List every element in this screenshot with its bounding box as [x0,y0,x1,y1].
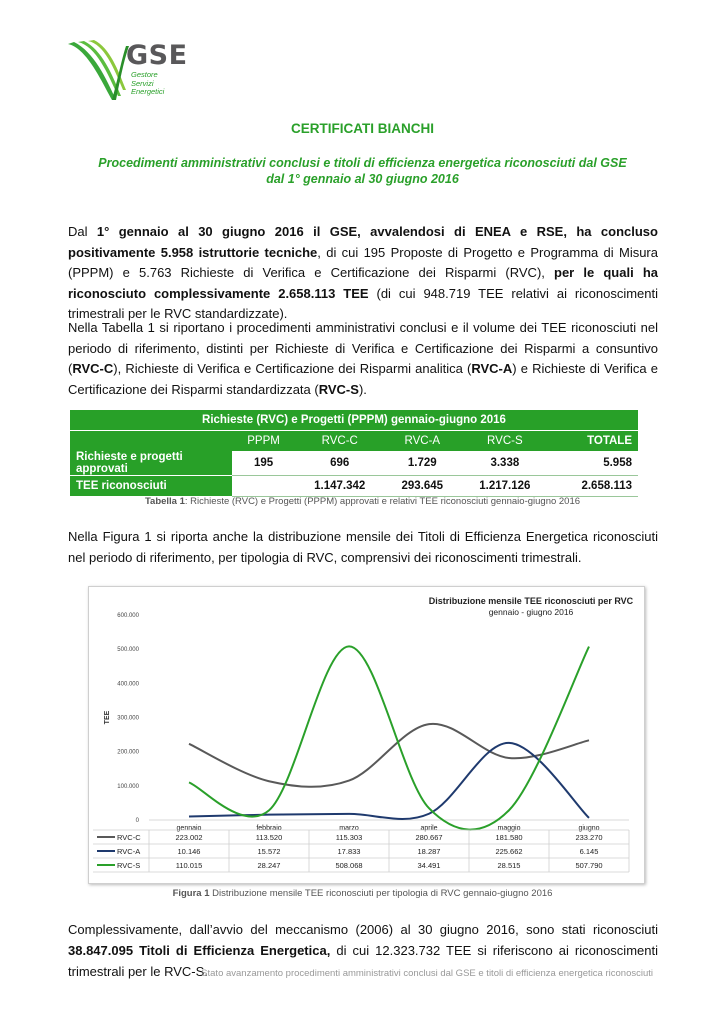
data-label: 28.247 [257,861,281,870]
paragraph-summary: Dal 1° gennaio al 30 giugno 2016 il GSE, avvalendosi di ENEA e RSE, ha concluso positivamente 5.958 istruttorie tecniche, di cui 195 Proposte di Progetto e Programma di Misura (PPPM) e 5.763 Richieste di Verifica e Certificazione dei Risparmi (RVC), per le quali ha riconosciuto complessivamente 2.658.113 TEE (di cui 948.719 TEE relativi ai riconoscimenti trimestrali per le RVC standardizzate). [68,224,659,321]
y-tick-label: 600.000 [117,613,139,619]
data-label: 17.833 [337,847,361,856]
y-tick-label: 500.000 [117,647,139,654]
page-subtitle: Procedimenti amministrativi conclusi e titoli di efficienza energetica riconosciuti dal GSE dal 1° gennaio al 30 giugno 2016 [98,156,627,186]
legend-label: RVC-S [117,861,141,870]
legend-label: RVC-C [117,833,141,842]
y-tick-label: 200.000 [117,749,139,756]
series-line-rvc-s [189,646,589,829]
col-header: RVC-C [295,431,384,452]
page-title: CERTIFICATI BIANCHI [291,121,434,136]
col-header: RVC-A [384,431,460,452]
data-label: 15.572 [257,847,281,856]
data-label: 508.068 [335,861,363,870]
page-footer: Stato avanzamento procedimenti amministrativi conclusi dal GSE e titoli di efficienza energetica riconosciuti [201,968,653,979]
chart-svg [89,587,644,883]
table-caption: Tabella 1: Richieste (RVC) e Progetti (PPPM) approvati e relativi TEE riconosciuti gennaio-giugno 2016 [144,496,581,507]
data-label: 113.520 [255,833,283,842]
x-tick-label: aprile [420,825,438,832]
x-tick-label: febbraio [256,825,282,832]
logo-name: GSE [126,40,188,71]
data-label: 233.270 [575,833,603,842]
data-label: 18.287 [417,847,441,856]
data-label: 110.015 [175,861,203,870]
data-label: 181.580 [495,833,523,842]
x-tick-label: marzo [339,825,359,832]
paragraph-figure-intro: Nella Figura 1 si riporta anche la distribuzione mensile dei Titoli di Efficienza Energetica riconosciuti nel periodo di riferimento, per tipologia di RVC, comprensivi dei riconoscimenti trimestrali. [68,529,658,565]
data-label: 280.667 [415,833,443,842]
data-label: 6.145 [579,847,599,856]
data-label: 115.303 [335,833,363,842]
x-tick-label: maggio [497,825,521,832]
y-tick-label: 400.000 [117,681,139,688]
y-tick-label: 300.000 [117,715,139,722]
legend-label: RVC-A [117,847,141,856]
data-label: 34.491 [417,861,441,870]
y-tick-label: 0 [135,818,139,824]
table-row: TEE riconosciuti 1.147.342 293.645 1.217.126 2.658.113 [70,476,638,497]
summary-table [70,410,638,497]
data-label: 28.515 [497,861,521,870]
paragraph-total: Complessivamente, dall’avvio del meccanismo (2006) al 30 giugno 2016, sono stati riconosciuti 38.847.095 Titoli di Efficienza Energetica, di cui 12.323.732 TEE si riferiscono ai riconoscimenti trimestrali per le RVC-S. [68,922,658,979]
x-tick-label: gennaio [176,825,202,832]
data-label: 225.662 [495,847,523,856]
x-tick-label: giugno [578,825,600,832]
data-label: 223.002 [175,833,203,842]
chart-subtitle: gennaio - giugno 2016 [488,607,574,617]
table-row: Richieste e progetti approvati 195 696 1.729 3.338 5.958 [70,451,638,476]
col-header: RVC-S [460,431,549,452]
y-axis-label: TEE [104,710,111,725]
monthly-tee-chart [88,586,645,884]
y-tick-label: 100.000 [117,783,139,790]
paragraph-table-intro: Nella Tabella 1 si riportano i procedimenti amministrativi conclusi e il volume dei TEE riconosciuti nel periodo di riferimento, distinti per Richieste di Verifica e Certificazione dei Risparmi a consuntivo (RVC-C), Richieste di Verifica e Certificazione dei Risparmi analitica (RVC-A) e Richieste di Verifica e Certificazione dei Risparmi standardizzata (RVC-S). [68,320,658,397]
col-header: PPPM [232,431,295,452]
figure-caption: Figura 1 Distribuzione mensile TEE riconosciuti per tipologia di RVC gennaio-giugno 2016 [172,888,553,899]
col-header: TOTALE [550,431,638,452]
data-label: 507.790 [575,861,603,870]
chart-title: Distribuzione mensile TEE riconosciuti per RVC [428,596,634,606]
series-line-rvc-c [189,724,589,787]
table-title: Richieste (RVC) e Progetti (PPPM) gennaio-giugno 2016 [202,414,506,426]
logo-subtitle: Gestore Servizi Energetici [131,70,165,96]
data-label: 10.146 [177,847,201,856]
